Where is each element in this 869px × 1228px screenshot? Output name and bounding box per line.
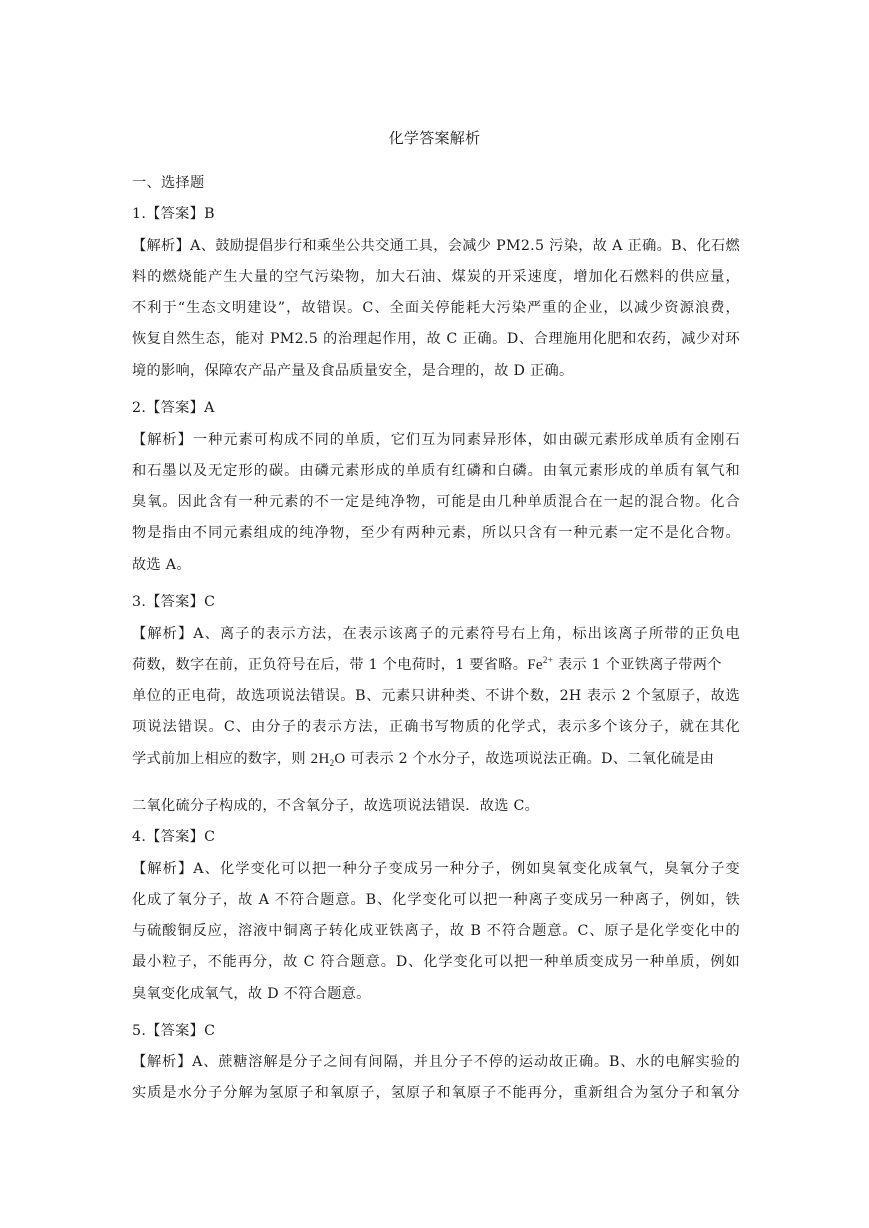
- q2-analysis-line: 臭氧。因此含有一种元素的不一定是纯净物，可能是由几种单质混合在一起的混合物。化合: [132, 494, 740, 510]
- q3-text: 可表示 2 个水分子，故选项说法正确。D、二氧化硫是由: [345, 751, 715, 767]
- document-title: 化学答案解析: [388, 129, 481, 147]
- q3-analysis-line: 项说法错误。C、由分子的表示方法，正确书写物质的化学式，表示多个该分子，就在其化: [132, 719, 740, 735]
- q1-analysis-line: 不利于“生态文明建设”，故错误。C、全面关停能耗大污染严重的企业，以减少资源浪费，: [132, 300, 740, 316]
- q3-analysis-line: 单位的正电荷，故选项说法错误。B、元素只讲种类、不讲个数，2H 表示 2 个氢原子，故选: [132, 688, 740, 704]
- q4-answer: 4.【答案】C: [132, 829, 216, 845]
- q5-analysis-line: 实质是水分子分解为氢原子和氧原子，氢原子和氧原子不能再分，重新组合为氢分子和氧分: [132, 1085, 740, 1101]
- q3-text: 学式前加上相应的数字，则: [132, 751, 311, 767]
- q5-analysis-line: 【解析】A、蔗糖溶解是分子之间有间隔，并且分子不停的运动故正确。B、水的电解实验的: [132, 1054, 740, 1070]
- q2-analysis-line: 和石墨以及无定形的碳。由磷元素形成的单质有红磷和白磷。由氧元素形成的单质有氧气和: [132, 463, 740, 479]
- q3-analysis-line: 二氧化硫分子构成的，不含氧分子，故选项说法错误．故选 C。: [132, 798, 540, 814]
- q1-analysis-line: 料的燃烧能产生大量的空气污染物，加大石油、煤炭的开采速度，增加化石燃料的供应量，: [132, 269, 740, 285]
- q1-analysis-line: 境的影响，保障农产品产量及食品质量安全，是合理的，故 D 正确。: [132, 363, 574, 379]
- q4-analysis-line: 【解析】A、化学变化可以把一种分子变成另一种分子，例如臭氧变化成氧气，臭氧分子变: [132, 861, 740, 877]
- q4-analysis-line: 与硫酸铜反应，溶液中铜离子转化成亚铁离子，故 B 不符合题意。C、原子是化学变化中的: [132, 923, 740, 939]
- q2-answer: 2.【答案】A: [132, 400, 215, 416]
- q3-text: 荷数，数字在前，正负符号在后，带 1 个电荷时，1 要省略。: [132, 657, 528, 673]
- q3-analysis-line: [132, 749, 740, 769]
- ion-formula: $Fe^{2+}$: [527, 655, 554, 673]
- q4-analysis-line: 臭氧变化成氧气，故 D 不符合题意。: [132, 986, 371, 1002]
- q3-analysis-line: 【解析】A、离子的表示方法，在表示该离子的元素符号右上角，标出该离子所带的正负电: [132, 626, 740, 642]
- q2-analysis-line: 物是指由不同元素组成的纯净物，至少有两种元素，所以只含有一种元素一定不是化合物。: [132, 525, 740, 541]
- q3-analysis-line: [132, 655, 740, 675]
- q4-analysis-line: 化成了氧分子，故 A 不符合题意。B、化学变化可以把一种离子变成另一种离子，例如，铁: [132, 892, 740, 908]
- q1-analysis-line: 【解析】A、鼓励提倡步行和乘坐公共交通工具，会减少 PM2.5 污染，故 A 正确。B、化石燃: [132, 238, 740, 254]
- q5-answer: 5.【答案】C: [132, 1023, 216, 1039]
- q1-analysis-line: 恢复自然生态，能对 PM2.5 的治理起作用，故 C 正确。D、合理施用化肥和农药，减少对环: [132, 331, 740, 347]
- q3-answer: 3.【答案】C: [132, 594, 216, 610]
- q1-answer: 1.【答案】B: [132, 206, 215, 222]
- q2-analysis-line: 故选 A。: [132, 557, 191, 573]
- q3-text: 表示 1 个亚铁离子带两个: [553, 657, 722, 673]
- section-heading: 一、选择题: [132, 175, 205, 191]
- water-formula: $2H_2O$: [310, 751, 346, 768]
- q2-analysis-line: 【解析】一种元素可构成不同的单质，它们互为同素异形体，如由碳元素形成单质有金刚石: [132, 432, 740, 448]
- q4-analysis-line: 最小粒子，不能再分，故 C 符合题意。D、化学变化可以把一种单质变成另一种单质，例如: [132, 954, 740, 970]
